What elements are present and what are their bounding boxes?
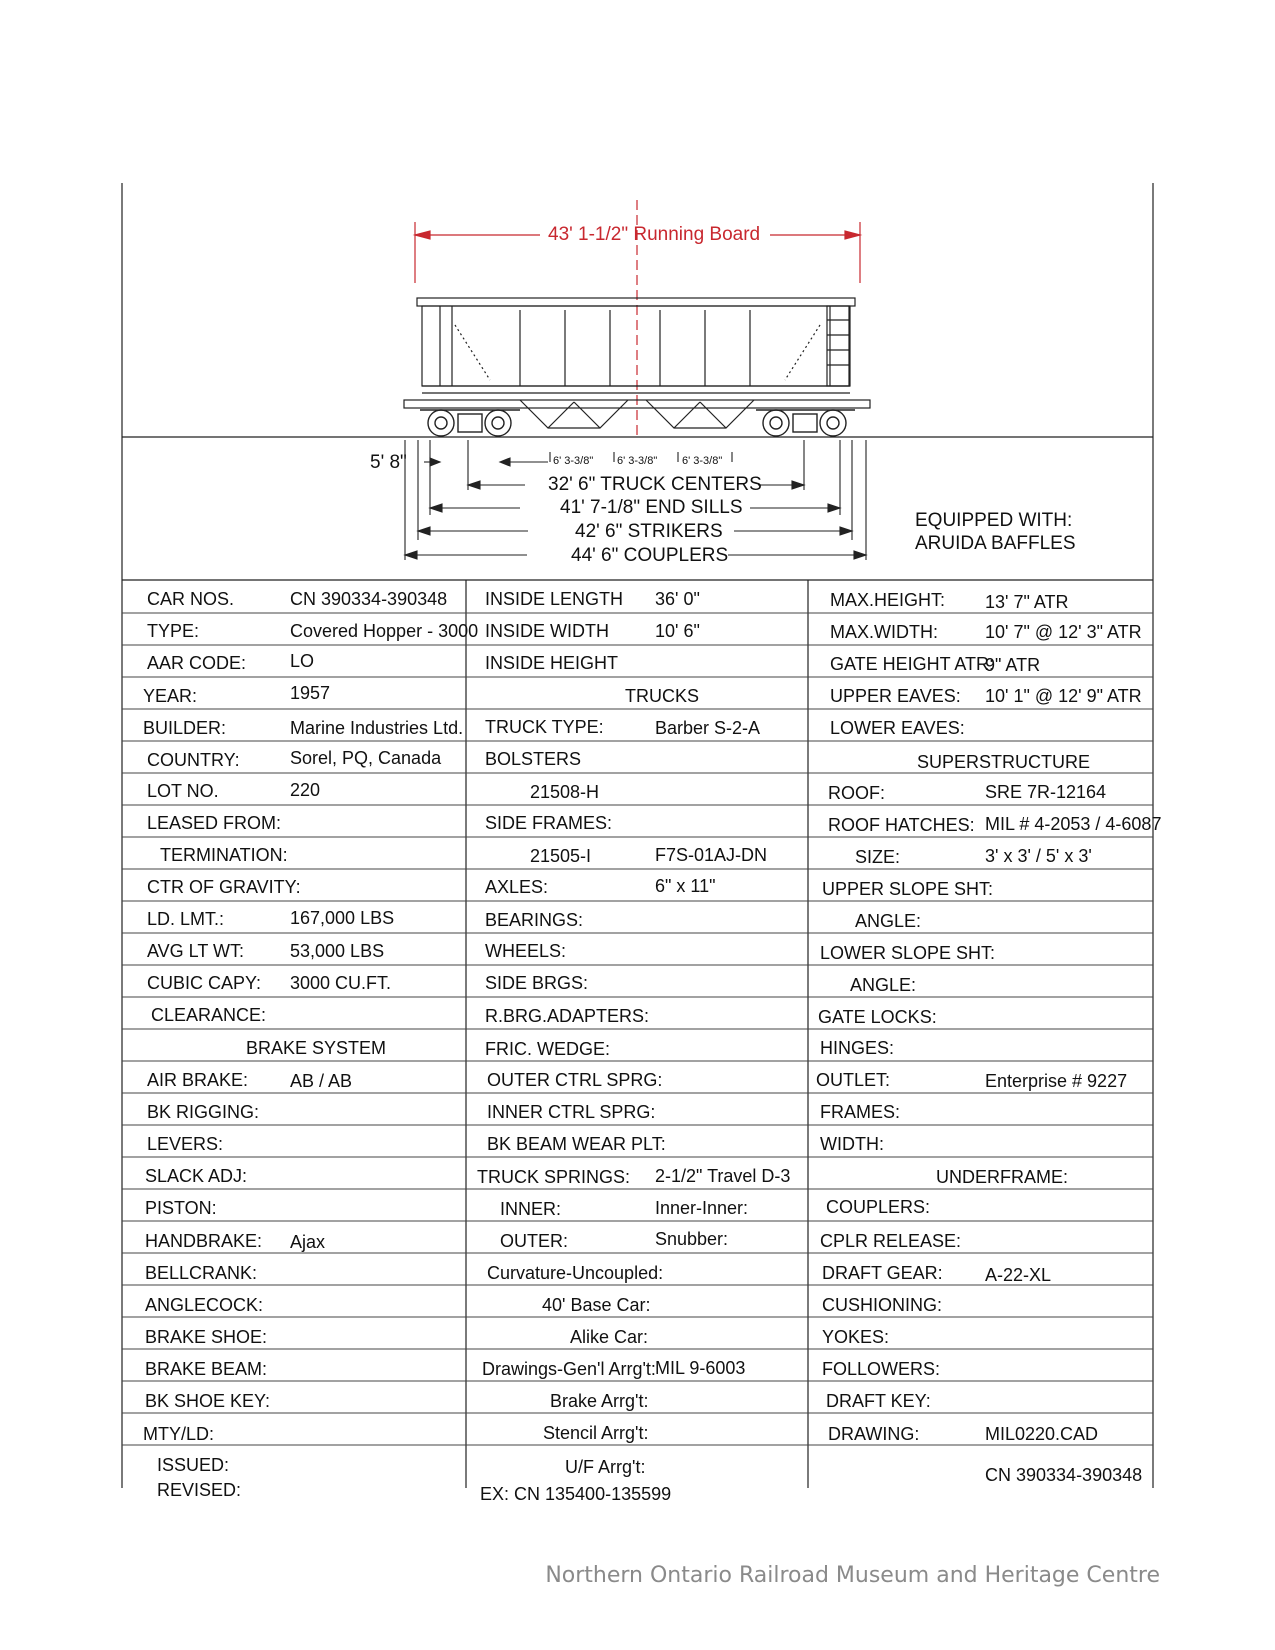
underframe-heading: UNDERFRAME: (936, 1167, 1069, 1187)
inside-length-value: 36' 0" (655, 589, 700, 609)
handbrake-value: Ajax (290, 1232, 326, 1252)
width-label: WIDTH: (820, 1134, 884, 1154)
running-board-label: 43' 1-1/2" Running Board (548, 224, 761, 245)
inner-value: Inner-Inner: (655, 1198, 749, 1218)
air-brake-value: AB / AB (290, 1071, 353, 1091)
footer-car-nos: CN 390334-390348 (985, 1465, 1143, 1485)
type-label: TYPE: (147, 621, 200, 641)
mty-ld-label: MTY/LD: (143, 1424, 215, 1444)
couplers-label: COUPLERS: (826, 1197, 931, 1217)
termination-label: TERMINATION: (160, 845, 288, 865)
country-label: COUNTRY: (147, 750, 240, 770)
base-car-label: 40' Base Car: (542, 1295, 651, 1315)
gate-height-label: GATE HEIGHT ATR: (830, 654, 995, 674)
inside-length-label: INSIDE LENGTH (485, 589, 624, 609)
outer-value: Snubber: (655, 1229, 729, 1249)
side-frames-value2: F7S-01AJ-DN (655, 845, 768, 865)
year-value: 1957 (290, 683, 331, 703)
end-sills-label: 41' 7-1/8" END SILLS (560, 497, 743, 518)
followers-label: FOLLOWERS: (822, 1359, 941, 1379)
hinges-label: HINGES: (820, 1038, 895, 1058)
fric-wedge-label: FRIC. WEDGE: (485, 1039, 610, 1059)
angle1-label: ANGLE: (855, 911, 922, 931)
inside-height-label: INSIDE HEIGHT (485, 653, 619, 673)
car-nos-label: CAR NOS. (147, 589, 235, 609)
ex-car-numbers: EX: CN 135400-135599 (480, 1484, 672, 1504)
roof-hatches-label: ROOF HATCHES: (828, 815, 975, 835)
outlet-label: OUTLET: (816, 1070, 891, 1090)
cubic-capy-value: 3000 CU.FT. (290, 973, 392, 993)
revised-label: REVISED: (157, 1480, 242, 1500)
ctr-gravity-label: CTR OF GRAVITY: (147, 877, 301, 897)
builder-label: BUILDER: (143, 718, 227, 738)
stencil-arrgt-label: Stencil Arrg't: (543, 1423, 649, 1443)
drawings-gen-value: MIL 9-6003 (655, 1358, 746, 1378)
drawing-label: DRAWING: (828, 1424, 920, 1444)
brake-system-heading: BRAKE SYSTEM (246, 1038, 387, 1058)
issued-label: ISSUED: (157, 1455, 230, 1475)
superstructure-heading: SUPERSTRUCTURE (917, 752, 1091, 772)
max-height-label: MAX.HEIGHT: (830, 590, 946, 610)
drawing-value: MIL0220.CAD (985, 1424, 1099, 1444)
bellcrank-label: BELLCRANK: (145, 1263, 258, 1283)
clearance-label: CLEARANCE: (151, 1005, 267, 1025)
draft-key-label: DRAFT KEY: (826, 1391, 931, 1411)
hopper-spacing-3: 6' 3-3/8" (682, 455, 723, 467)
air-brake-label: AIR BRAKE: (147, 1070, 249, 1090)
bolsters-value: 21508-H (530, 782, 600, 802)
bk-shoe-key-label: BK SHOE KEY: (145, 1391, 271, 1411)
max-width-value: 10' 7" @ 12' 3" ATR (985, 622, 1142, 642)
rbrg-adapters-label: R.BRG.ADAPTERS: (485, 1006, 650, 1026)
axles-value: 6" x 11" (655, 876, 716, 896)
angle2-label: ANGLE: (850, 975, 917, 995)
equipped-with-line1: EQUIPPED WITH: (915, 510, 1073, 531)
max-height-value: 13' 7" ATR (985, 592, 1069, 612)
outer-label: OUTER: (500, 1231, 569, 1251)
ld-lmt-label: LD. LMT.: (147, 909, 225, 929)
handbrake-label: HANDBRAKE: (145, 1231, 263, 1251)
strikers-label: 42' 6" STRIKERS (575, 521, 723, 542)
truck-type-label: TRUCK TYPE: (485, 717, 604, 737)
upper-eaves-value: 10' 1" @ 12' 9" ATR (985, 686, 1142, 706)
max-width-label: MAX.WIDTH: (830, 622, 938, 642)
lot-no-value: 220 (290, 780, 321, 800)
drawings-gen-label: Drawings-Gen'l Arrg't: (482, 1359, 656, 1379)
aar-code-value: LO (290, 651, 315, 671)
gate-height-value: 9" ATR (985, 655, 1041, 675)
car-nos-value: CN 390334-390348 (290, 589, 448, 609)
gate-locks-label: GATE LOCKS: (818, 1007, 937, 1027)
truck-springs-value: 2-1/2" Travel D-3 (655, 1166, 791, 1186)
aar-code-label: AAR CODE: (147, 653, 247, 673)
wheels-label: WHEELS: (485, 941, 567, 961)
size-label: SIZE: (855, 847, 901, 867)
museum-credit: Northern Ontario Railroad Museum and Heritage Centre (545, 1563, 1160, 1588)
cushioning-label: CUSHIONING: (822, 1295, 943, 1315)
bolsters-label: BOLSTERS (485, 749, 582, 769)
lower-slope-label: LOWER SLOPE SHT: (820, 943, 996, 963)
side-brgs-label: SIDE BRGS: (485, 973, 589, 993)
outer-ctrl-sprg-label: OUTER CTRL SPRG: (487, 1070, 663, 1090)
outlet-value: Enterprise # 9227 (985, 1071, 1128, 1091)
piston-label: PISTON: (145, 1198, 217, 1218)
upper-slope-label: UPPER SLOPE SHT: (822, 879, 994, 899)
side-frames-value: 21505-I (530, 846, 592, 866)
uf-arrgt-label: U/F Arrg't: (565, 1457, 646, 1477)
bearings-label: BEARINGS: (485, 910, 584, 930)
equipped-with-line2: ARUIDA BAFFLES (915, 533, 1076, 554)
country-value: Sorel, PQ, Canada (290, 748, 442, 768)
hopper-spacing-2: 6' 3-3/8" (617, 455, 658, 467)
bk-rigging-label: BK RIGGING: (147, 1102, 260, 1122)
alike-car-label: Alike Car: (570, 1327, 649, 1347)
inside-width-label: INSIDE WIDTH (485, 621, 609, 641)
avg-lt-wt-value: 53,000 LBS (290, 941, 385, 961)
truck-springs-label: TRUCK SPRINGS: (477, 1167, 631, 1187)
cubic-capy-label: CUBIC CAPY: (147, 973, 262, 993)
avg-lt-wt-label: AVG LT WT: (147, 941, 245, 961)
roof-hatches-value: MIL # 4-2053 / 4-6087 (985, 814, 1162, 834)
ld-lmt-value: 167,000 LBS (290, 908, 395, 928)
builder-value: Marine Industries Ltd. (290, 718, 464, 738)
inner-label: INNER: (500, 1199, 562, 1219)
car-body (404, 298, 870, 428)
axles-label: AXLES: (485, 877, 549, 897)
side-frames-label: SIDE FRAMES: (485, 813, 613, 833)
upper-eaves-label: UPPER EAVES: (830, 686, 961, 706)
leased-from-label: LEASED FROM: (147, 813, 282, 833)
hopper-spacing-1: 6' 3-3/8" (553, 455, 594, 467)
couplers-label: 44' 6" COUPLERS (571, 545, 729, 566)
roof-value: SRE 7R-12164 (985, 782, 1107, 802)
curvature-label: Curvature-Uncoupled: (487, 1263, 664, 1283)
size-value: 3' x 3' / 5' x 3' (985, 846, 1092, 866)
lot-no-label: LOT NO. (147, 781, 219, 801)
anglecock-label: ANGLECOCK: (145, 1295, 264, 1315)
year-label: YEAR: (143, 686, 198, 706)
yokes-label: YOKES: (822, 1327, 890, 1347)
brake-arrgt-label: Brake Arrg't: (550, 1391, 649, 1411)
type-value: Covered Hopper - 3000 (290, 621, 479, 641)
cplr-release-label: CPLR RELEASE: (820, 1231, 962, 1251)
frames-label: FRAMES: (820, 1102, 901, 1122)
levers-label: LEVERS: (147, 1134, 224, 1154)
bk-beam-wear-plt-label: BK BEAM WEAR PLT: (487, 1134, 666, 1154)
table-row-lines (122, 613, 1153, 1445)
frame-lines (122, 183, 1153, 1488)
slack-adj-label: SLACK ADJ: (145, 1166, 248, 1186)
truck-centers-label: 32' 6" TRUCK CENTERS (548, 474, 762, 495)
lower-eaves-label: LOWER EAVES: (830, 718, 965, 738)
brake-beam-label: BRAKE BEAM: (145, 1359, 268, 1379)
height-above-rail-label: 5' 8" (370, 452, 407, 473)
brake-shoe-label: BRAKE SHOE: (145, 1327, 268, 1347)
draft-gear-value: A-22-XL (985, 1265, 1052, 1285)
roof-label: ROOF: (828, 783, 885, 803)
inside-width-value: 10' 6" (655, 621, 700, 641)
truck-type-value: Barber S-2-A (655, 718, 761, 738)
trucks-heading: TRUCKS (625, 686, 700, 706)
inner-ctrl-sprg-label: INNER CTRL SPRG: (487, 1102, 656, 1122)
draft-gear-label: DRAFT GEAR: (822, 1263, 943, 1283)
